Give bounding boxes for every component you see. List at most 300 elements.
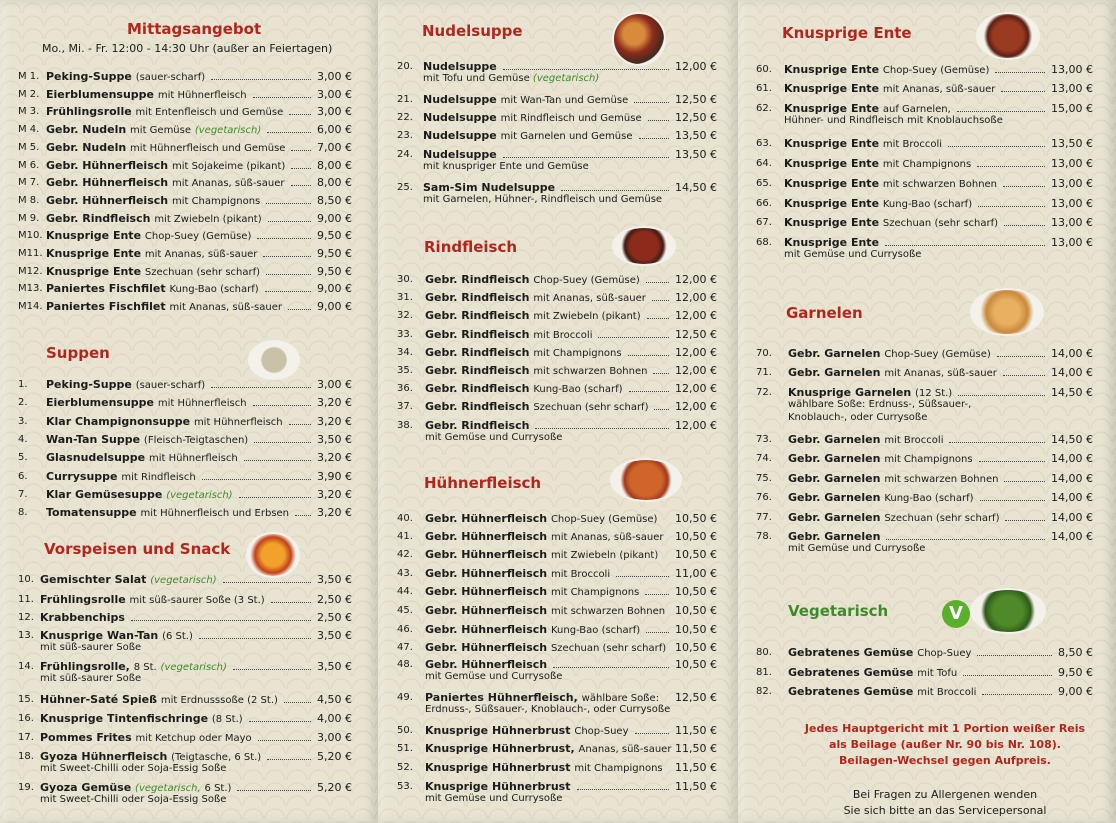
item-name xyxy=(784,63,989,77)
item-name xyxy=(40,573,217,587)
item-price: 11,50 € xyxy=(675,761,717,774)
item-name xyxy=(425,641,666,655)
vegetarian-tag: (vegetarisch) xyxy=(160,662,227,673)
allergen-note-2: Sie sich bitte an das Servicepersonal xyxy=(843,804,1047,817)
item-number: 73. xyxy=(756,434,772,445)
item-name xyxy=(46,265,260,279)
item-price: 12,00 € xyxy=(675,364,717,377)
item-number: 36. xyxy=(397,383,413,395)
item-price: 8,50 € xyxy=(317,193,352,207)
leader-dots xyxy=(291,141,311,151)
item-description: Chop-Suey (Gemüse) xyxy=(144,231,252,243)
item-name xyxy=(46,300,282,314)
leader-dots xyxy=(1003,177,1045,187)
leader-dots xyxy=(237,781,311,791)
item-subtitle xyxy=(425,703,670,716)
item-name xyxy=(40,611,125,624)
leader-dots xyxy=(963,666,1052,676)
item-price: 13,00 € xyxy=(1051,82,1093,95)
menu-item xyxy=(397,691,717,718)
menu-item xyxy=(397,129,717,143)
menu-item xyxy=(397,604,717,618)
item-subtitle-text: mit süß-saurer Soße xyxy=(40,673,142,684)
item-number: 76. xyxy=(756,492,772,503)
item-description: mit Garnelen und Gemüse xyxy=(500,131,633,142)
item-description: wählbare Soße: xyxy=(581,693,660,704)
menu-item xyxy=(756,63,1093,77)
item-price: 10,50 € xyxy=(675,548,717,561)
item-title: Knusprige Ente xyxy=(46,229,142,243)
item-subtitle xyxy=(788,542,925,555)
item-title: Gebr. Garnelen xyxy=(788,452,881,465)
item-number: M11. xyxy=(18,248,43,259)
item-name xyxy=(425,364,647,378)
leader-dots xyxy=(503,148,669,158)
item-title: Knusprige Ente xyxy=(784,197,880,210)
item-number: 60. xyxy=(756,64,772,75)
item-number: 35. xyxy=(397,365,413,376)
leader-dots xyxy=(267,750,311,760)
item-title: Knusprige Hühnerbrust xyxy=(425,724,571,737)
leader-dots xyxy=(978,197,1045,207)
leader-dots xyxy=(503,60,669,70)
item-name xyxy=(425,604,665,618)
leader-dots xyxy=(233,660,311,670)
item-title: Knusprige Wan-Tan xyxy=(40,629,159,642)
leader-dots xyxy=(284,693,311,703)
item-description: mit Rindfleisch xyxy=(121,471,196,483)
leader-dots xyxy=(1001,82,1045,92)
item-description: Szechuan (sehr scharf) xyxy=(884,513,1000,524)
item-title: Peking-Suppe xyxy=(46,70,132,83)
item-number: 41. xyxy=(397,531,413,542)
leader-dots xyxy=(616,567,669,577)
item-price: 3,20 € xyxy=(317,451,352,465)
item-number: 42. xyxy=(397,549,413,560)
item-name xyxy=(425,328,592,342)
item-description: mit Gemüse xyxy=(130,125,192,137)
item-price: 11,50 € xyxy=(675,742,717,755)
menu-item xyxy=(18,415,352,429)
item-number: 71. xyxy=(756,367,772,378)
item-number: 68. xyxy=(756,237,772,248)
item-number: 4. xyxy=(18,433,28,445)
item-number: M 6. xyxy=(18,159,40,171)
menu-item xyxy=(18,229,352,243)
item-price: 14,50 € xyxy=(1051,386,1093,399)
menu-item xyxy=(18,141,352,155)
item-description: mit Ananas, süß-sauer xyxy=(882,84,996,95)
leader-dots xyxy=(652,291,669,301)
menu-item xyxy=(756,685,1093,699)
item-title: Hühner-Saté Spieß xyxy=(40,693,157,706)
leader-dots xyxy=(266,265,311,275)
item-price: 4,00 € xyxy=(317,712,352,725)
item-number: 78. xyxy=(756,531,772,542)
leader-dots xyxy=(288,300,311,310)
item-price: 14,00 € xyxy=(1051,511,1093,524)
item-subtitle xyxy=(40,672,141,685)
item-number: M 4. xyxy=(18,124,40,136)
item-number: 70. xyxy=(756,348,772,359)
item-number: 3. xyxy=(18,415,28,427)
item-description: mit Champignons xyxy=(550,587,640,598)
menu-item xyxy=(18,212,352,226)
section-title-suppen: Suppen xyxy=(46,344,110,362)
item-number: 72. xyxy=(756,387,772,398)
item-title: Knusprige Ente xyxy=(784,216,880,229)
vegetarian-tag: (vegetarisch) xyxy=(194,125,262,137)
item-name xyxy=(40,693,278,707)
item-price: 9,00 € xyxy=(317,282,352,296)
item-number: 5. xyxy=(18,452,28,464)
item-description: mit Champignons xyxy=(884,454,973,465)
item-description: mit Sojakeime (pikant) xyxy=(171,160,286,172)
item-price: 12,00 € xyxy=(675,273,717,286)
menu-item xyxy=(18,378,352,392)
side-dish-note-2: als Beilage (außer Nr. 90 bis Nr. 108). xyxy=(829,738,1061,751)
leader-dots xyxy=(271,593,311,603)
menu-item xyxy=(397,60,717,87)
menu-item xyxy=(756,236,1093,263)
item-name xyxy=(425,567,610,581)
menu-item xyxy=(18,396,352,410)
item-title: Gebr. Hühnerfleisch xyxy=(425,658,548,671)
menu-item xyxy=(397,111,717,125)
leader-dots xyxy=(1004,216,1045,226)
item-number: 22. xyxy=(397,112,413,123)
item-price: 12,00 € xyxy=(675,291,717,305)
section-title-huehnerfleisch: Hühnerfleisch xyxy=(424,474,542,492)
item-subtitle-text: mit knuspriger Ente und Gemüse xyxy=(423,161,589,172)
item-title: Gebr. Hühnerfleisch xyxy=(46,176,169,190)
leader-dots xyxy=(291,176,311,186)
item-name xyxy=(425,530,664,544)
menu-item xyxy=(756,347,1093,361)
item-subtitle xyxy=(425,792,562,805)
item-title: Gebr. Hühnerfleisch xyxy=(425,623,548,636)
menu-item xyxy=(756,511,1093,525)
item-number: M13. xyxy=(18,283,43,295)
menu-item xyxy=(18,176,352,190)
item-number: 18. xyxy=(18,751,34,762)
leader-dots xyxy=(289,415,311,425)
item-description: mit Hühnerfleisch xyxy=(157,398,247,410)
item-title: Knusprige Hühnerbrust, xyxy=(425,742,575,755)
item-title: Gebr. Garnelen xyxy=(788,366,881,379)
item-subtitle xyxy=(423,160,589,173)
item-name xyxy=(46,451,238,465)
menu-item xyxy=(18,712,352,726)
menu-item xyxy=(397,530,717,544)
item-title: Gebr. Nudeln xyxy=(46,140,127,154)
item-number: 48. xyxy=(397,659,413,670)
menu-item xyxy=(18,123,352,137)
item-number: 51. xyxy=(397,743,413,754)
item-description: Szechuan (sehr scharf) xyxy=(882,218,999,229)
item-number: M 3. xyxy=(18,106,40,118)
leader-dots xyxy=(253,396,311,406)
item-description: mit Hühnerfleisch und Gemüse xyxy=(130,142,286,154)
item-title: Frühlingsrolle xyxy=(40,593,126,606)
item-number: 74. xyxy=(756,453,772,464)
vegetarian-tag: (vegetarisch, xyxy=(135,783,201,794)
section-title-vegetarisch: Vegetarisch xyxy=(788,602,889,620)
item-subtitle-text: mit Gemüse und Currysoße xyxy=(425,793,563,804)
menu-item xyxy=(397,623,717,637)
item-name xyxy=(46,506,289,520)
item-title: Knusprige Ente xyxy=(784,102,880,115)
section-title-garnelen: Garnelen xyxy=(786,304,863,322)
item-price: 13,00 € xyxy=(1051,236,1093,249)
item-description: mit Rindfleisch und Gemüse xyxy=(500,113,642,124)
item-subtitle xyxy=(425,670,562,683)
item-price: 3,20 € xyxy=(317,396,352,410)
menu-item xyxy=(397,512,717,526)
item-name xyxy=(425,548,658,562)
item-title: Klar Champignonsuppe xyxy=(46,414,191,428)
item-name xyxy=(788,491,974,505)
item-description: mit Ananas, süß-sauer xyxy=(550,532,664,543)
item-description: mit Ketchup oder Mayo xyxy=(135,733,252,744)
item-name xyxy=(784,216,998,230)
item-subtitle xyxy=(40,793,226,806)
item-price: 8,00 € xyxy=(317,158,352,172)
menu-item xyxy=(397,382,717,396)
item-description: Chop-Suey xyxy=(917,648,972,659)
leader-dots xyxy=(648,111,669,121)
item-title: Wan-Tan Suppe xyxy=(46,432,141,446)
item-title: Gebr. Rindfleisch xyxy=(425,273,530,286)
vegetarian-tag: (vegetarisch) xyxy=(532,73,600,84)
menu-item xyxy=(18,693,352,707)
item-number: 1. xyxy=(18,379,28,390)
leader-dots xyxy=(948,137,1045,147)
menu-item xyxy=(18,629,352,656)
item-number: M12. xyxy=(18,265,43,277)
leader-dots xyxy=(211,378,311,388)
item-title: Gebr. Hühnerfleisch xyxy=(425,548,548,561)
item-name xyxy=(46,212,262,226)
item-subtitle xyxy=(423,193,662,206)
item-price: 14,50 € xyxy=(675,181,717,194)
menu-item xyxy=(756,197,1093,211)
menu-item xyxy=(397,641,717,655)
menu-item xyxy=(18,194,352,208)
lunch-hours: Mo., Mi. - Fr. 12:00 - 14:30 Uhr (außer an Feiertagen) xyxy=(42,42,333,55)
menu-item xyxy=(18,470,352,484)
item-subtitle-text: mit Gemüse und Currysoße xyxy=(788,543,926,554)
section-title-vorspeisen: Vorspeisen und Snack xyxy=(44,540,231,558)
item-name xyxy=(46,229,251,243)
leader-dots xyxy=(958,386,1045,396)
item-price: 12,00 € xyxy=(675,309,717,323)
item-price: 9,00 € xyxy=(1058,685,1093,698)
item-number: M 5. xyxy=(18,141,40,153)
item-name xyxy=(788,685,976,699)
item-title: Nudelsuppe xyxy=(423,60,497,73)
item-name xyxy=(46,433,248,447)
item-title: Gebr. Rindfleisch xyxy=(425,291,530,305)
menu-item xyxy=(18,750,352,777)
item-number: 49. xyxy=(397,692,413,703)
item-name xyxy=(423,129,633,143)
item-name xyxy=(46,88,247,102)
item-name xyxy=(425,761,663,775)
item-price: 9,00 € xyxy=(317,300,352,314)
item-price: 13,00 € xyxy=(1051,197,1093,210)
item-name xyxy=(425,309,641,323)
item-title: Knusprige Hühnerbrust xyxy=(425,780,571,793)
item-description: mit schwarzen Bohnen xyxy=(884,474,999,485)
item-number: 45. xyxy=(397,605,413,616)
item-description: mit Ananas, süß-sauer xyxy=(884,368,997,379)
item-price: 10,50 € xyxy=(675,641,717,654)
item-price: 13,50 € xyxy=(1051,137,1093,150)
item-subtitle xyxy=(40,762,226,775)
item-title: Knusprige Ente xyxy=(784,177,880,190)
item-description: mit Broccoli xyxy=(884,435,944,446)
item-number: 34. xyxy=(397,346,413,358)
leader-dots xyxy=(639,129,669,139)
item-title: Gebr. Hühnerfleisch xyxy=(425,567,548,580)
item-title: Nudelsuppe xyxy=(423,93,497,106)
item-description: Kung-Bao (scharf) xyxy=(533,384,623,396)
item-number: 44. xyxy=(397,586,413,597)
item-number: 65. xyxy=(756,178,772,189)
leader-dots xyxy=(957,102,1045,112)
item-name xyxy=(425,400,648,414)
menu-item xyxy=(18,731,352,745)
item-subtitle xyxy=(425,431,562,444)
item-price: 14,00 € xyxy=(1051,452,1093,465)
leader-dots xyxy=(634,93,669,103)
item-number: 7. xyxy=(18,488,28,500)
item-number: M 7. xyxy=(18,177,40,189)
item-subtitle xyxy=(784,248,921,261)
vegetarian-badge-icon: V xyxy=(942,600,970,628)
item-number: M10. xyxy=(18,230,43,242)
item-title: Glasnudelsuppe xyxy=(46,451,146,465)
item-price: 3,20 € xyxy=(317,506,352,520)
item-description: mit Broccoli xyxy=(917,687,977,698)
item-title: Gebratenes Gemüse xyxy=(788,666,914,679)
menu-item xyxy=(18,105,352,119)
vegetable-photo xyxy=(970,588,1046,634)
item-title: Paniertes Fischfilet xyxy=(46,282,166,296)
item-name xyxy=(46,194,260,208)
leader-dots xyxy=(654,400,669,410)
leader-dots xyxy=(1003,366,1045,376)
item-number: 33. xyxy=(397,328,413,340)
item-number: 40. xyxy=(397,513,413,524)
item-price: 3,50 € xyxy=(317,629,352,642)
item-name xyxy=(784,197,972,211)
item-description: mit Hühnerfleisch und Erbsen xyxy=(140,508,290,520)
item-description: mit Broccoli xyxy=(882,139,943,150)
item-description: mit schwarzen Bohnen xyxy=(550,606,666,617)
item-price: 13,50 € xyxy=(675,148,717,161)
item-price: 8,50 € xyxy=(1058,646,1093,659)
item-price: 5,20 € xyxy=(317,750,352,763)
menu-item xyxy=(18,488,352,502)
menu-item xyxy=(397,364,717,378)
menu-item xyxy=(397,273,717,287)
item-price: 3,50 € xyxy=(317,432,352,446)
leader-dots xyxy=(553,658,669,668)
item-description: (8 St.) xyxy=(211,714,243,725)
item-name xyxy=(788,433,943,447)
item-number: M14. xyxy=(18,301,43,313)
item-description: mit Hühnerfleisch xyxy=(157,89,247,101)
leader-dots xyxy=(291,159,311,169)
item-number: M 2. xyxy=(18,88,40,100)
leader-dots xyxy=(561,181,669,191)
item-name xyxy=(425,724,629,738)
item-price: 12,00 € xyxy=(675,382,717,396)
item-number: 12. xyxy=(18,612,34,623)
item-title: Knusprige Ente xyxy=(784,157,880,170)
leader-dots xyxy=(131,611,311,621)
menu-item xyxy=(18,611,352,625)
item-description: mit schwarzen Bohnen xyxy=(882,179,998,190)
item-description-extra: 6 St.) xyxy=(204,783,232,794)
item-title: Pommes Frites xyxy=(40,731,132,744)
item-description: mit Champignons xyxy=(882,159,972,170)
item-title: Eierblumensuppe xyxy=(46,87,154,101)
item-price: 13,50 € xyxy=(675,129,717,142)
chicken-photo xyxy=(610,458,682,502)
item-description: mit Champignons xyxy=(533,347,622,359)
item-price: 14,50 € xyxy=(1051,433,1093,446)
leader-dots xyxy=(635,724,669,734)
item-description: mit Ananas, süß-sauer xyxy=(171,178,285,190)
item-subtitle-text: mit Gemüse und Currysoße xyxy=(425,671,563,682)
item-name xyxy=(46,176,285,190)
item-price: 8,00 € xyxy=(317,176,352,190)
leader-dots xyxy=(289,105,311,115)
item-number: M 1. xyxy=(18,71,40,82)
leader-dots xyxy=(949,433,1045,443)
item-price: 12,00 € xyxy=(675,418,717,432)
item-number: 21. xyxy=(397,94,413,105)
soup-photo xyxy=(248,340,300,380)
item-title: Gebr. Garnelen xyxy=(788,491,881,504)
item-price: 12,00 € xyxy=(675,345,717,359)
leader-dots xyxy=(645,585,669,595)
item-subtitle xyxy=(784,114,1003,127)
menu-item xyxy=(756,386,1093,426)
leader-dots xyxy=(268,212,311,222)
item-title: Krabbenchips xyxy=(40,611,125,624)
menu-item xyxy=(18,265,352,279)
side-dish-note-3: Beilagen-Wechsel gegen Aufpreis. xyxy=(839,754,1051,767)
item-price: 3,00 € xyxy=(317,105,352,119)
leader-dots xyxy=(202,470,311,480)
item-subtitle-text: wählbare Soße: Erdnuss-, Süßsauer-, xyxy=(788,399,972,410)
item-price: 3,00 € xyxy=(317,70,352,83)
item-title: Gebr. Garnelen xyxy=(788,511,881,524)
item-title: Gebr. Hühnerfleisch xyxy=(46,158,169,172)
leader-dots xyxy=(244,451,311,461)
menu-item xyxy=(397,585,717,599)
item-number: 20. xyxy=(397,61,413,72)
vegetarian-tag: (vegetarisch) xyxy=(166,489,233,501)
item-number: 52. xyxy=(397,762,413,773)
item-price: 5,20 € xyxy=(317,781,352,794)
item-number: 67. xyxy=(756,217,772,228)
item-description: mit Ananas, süß-sauer xyxy=(144,249,258,260)
